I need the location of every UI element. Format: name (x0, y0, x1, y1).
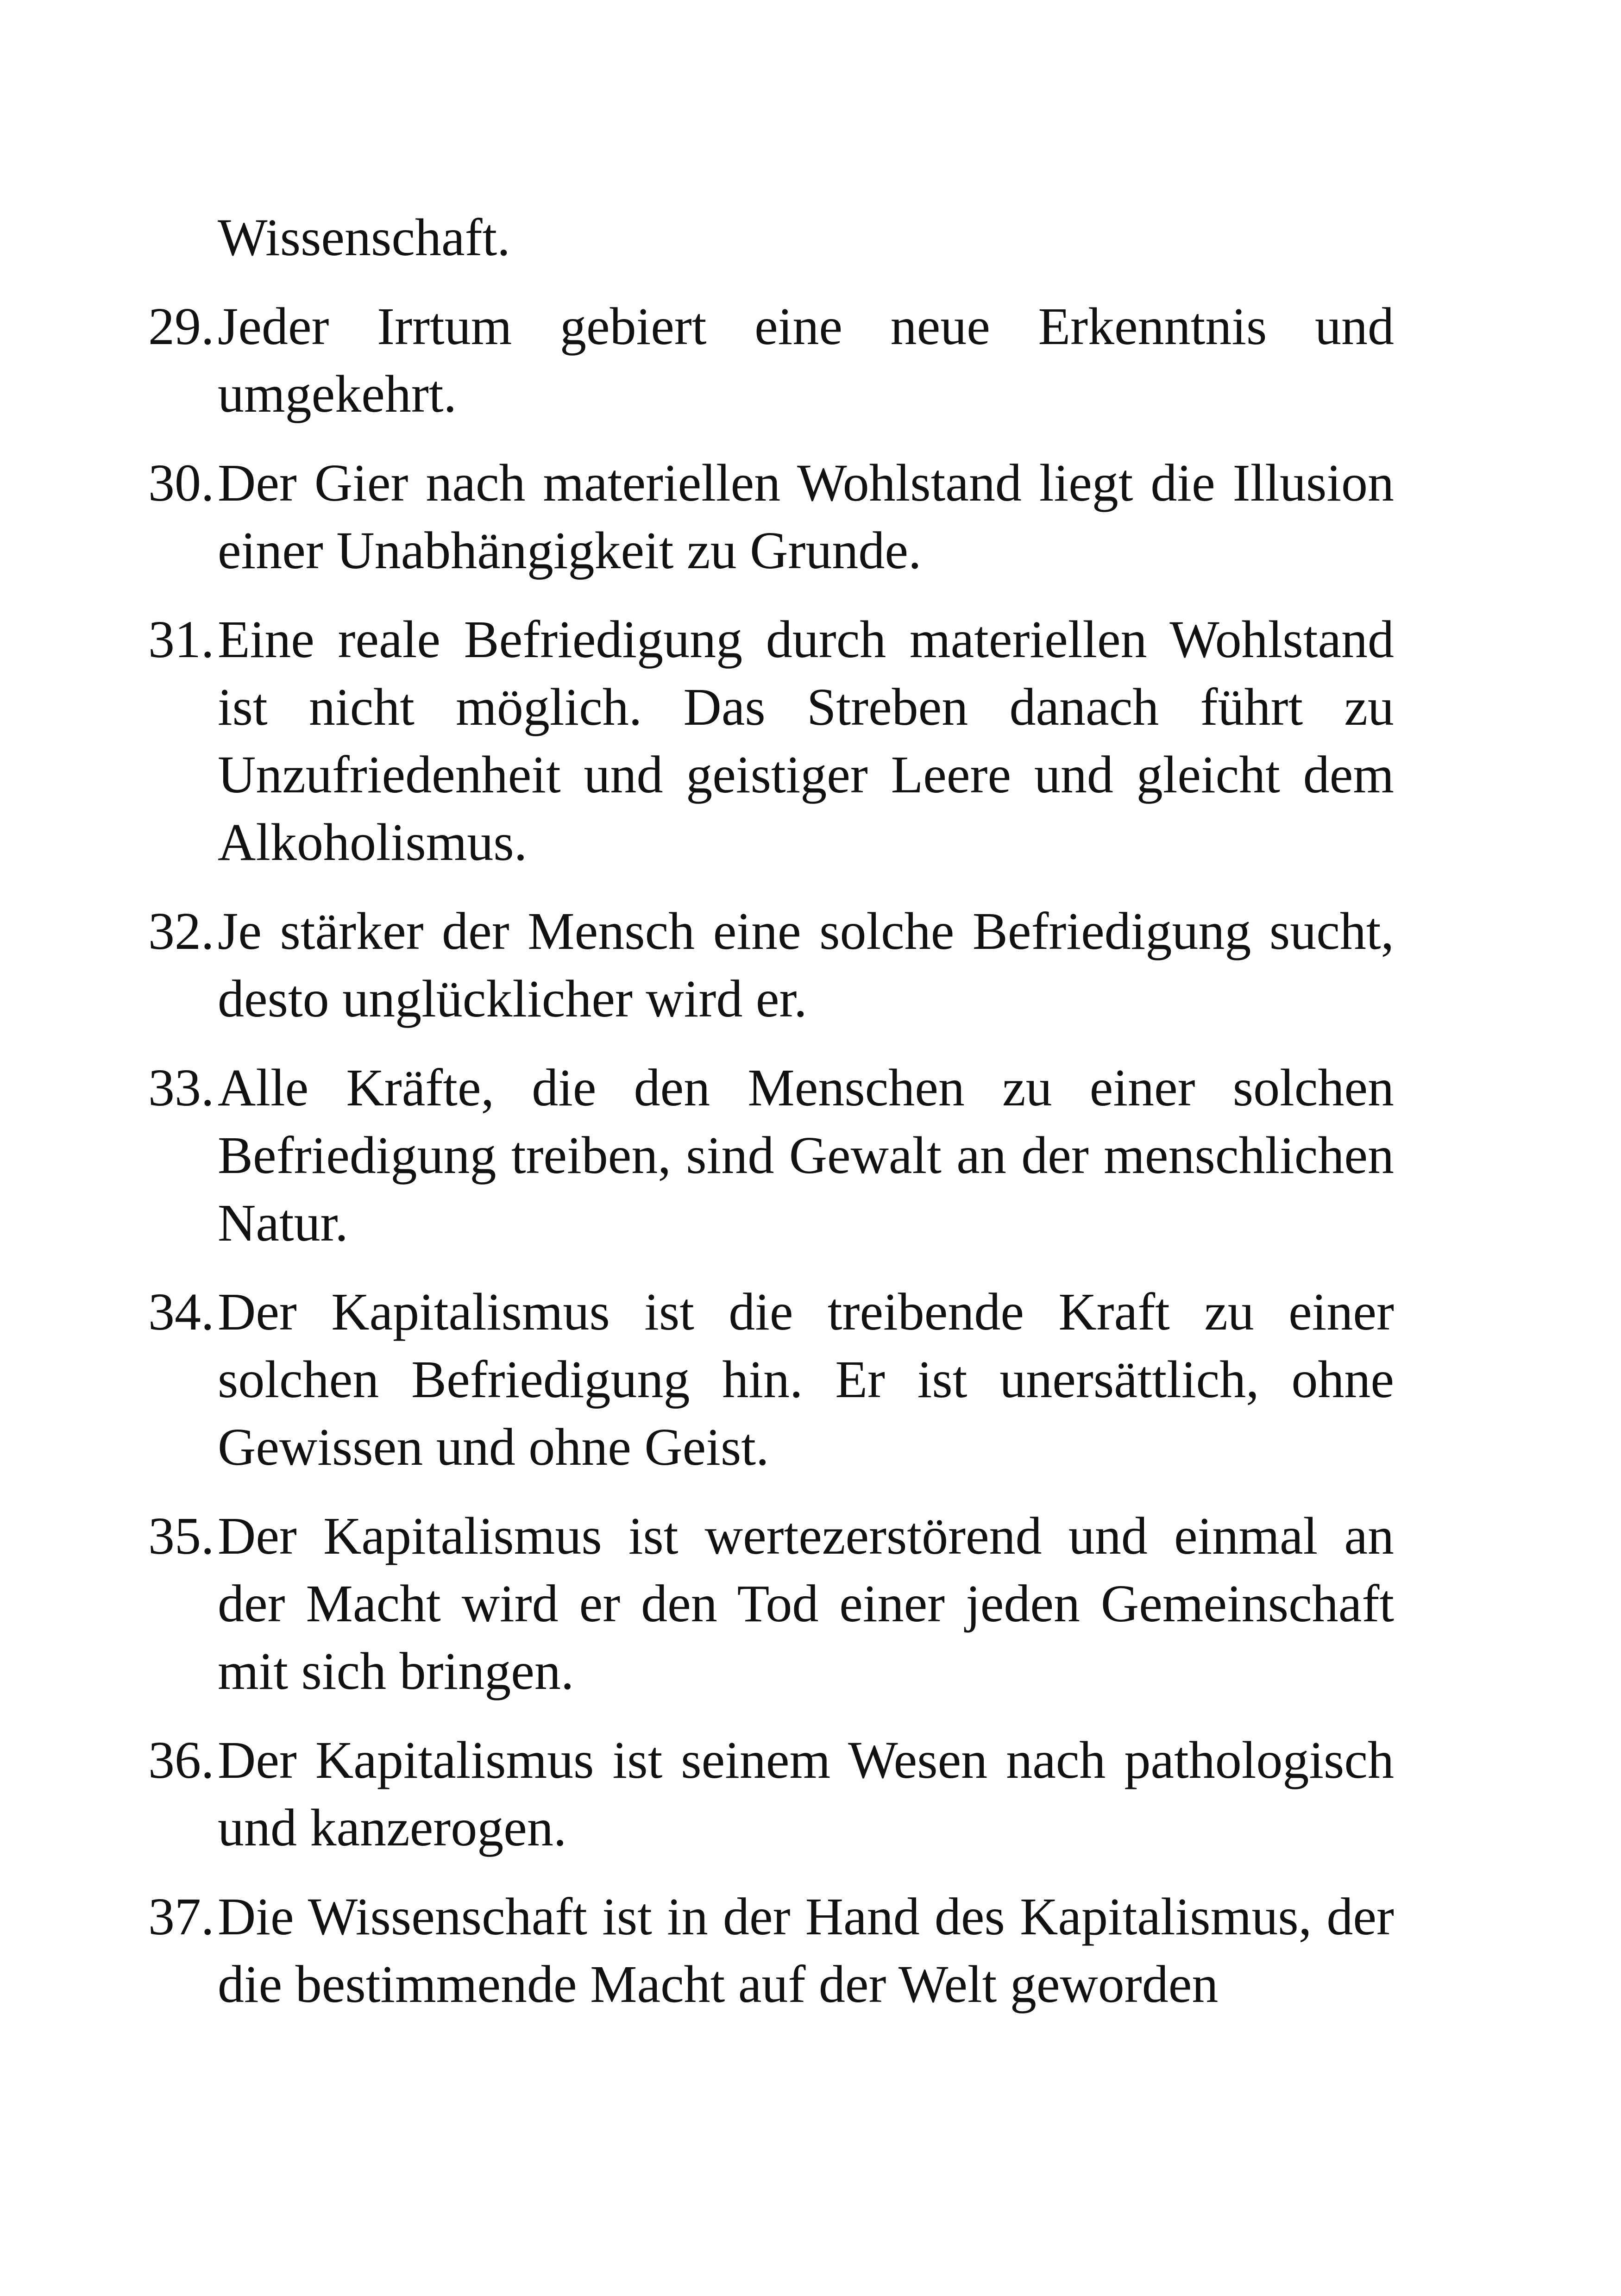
thesis-number: 37. (148, 1887, 214, 1946)
thesis-text: Die Wissenschaft ist in der Hand des Kapitalismus, der die bestimmende Macht auf der Welt geworden (218, 1887, 1394, 2014)
thesis-text: Eine reale Befriedigung durch materiellen Wohlstand ist nicht möglich. Das Streben danach führt zu Unzufriedenheit und geistiger Leere und gleicht dem Alkoholismus. (218, 610, 1394, 872)
thesis-text: Der Gier nach materiellen Wohlstand liegt die Illusion einer Unabhängigkeit zu Grunde. (218, 453, 1394, 580)
thesis-text: Der Kapitalismus ist seinem Wesen nach pathologisch und kanzerogen. (218, 1731, 1394, 1857)
thesis-item-29 (148, 293, 1394, 428)
thesis-number: 33. (148, 1058, 214, 1117)
thesis-text: Alle Kräfte, die den Menschen zu einer solchen Befriedigung treiben, sind Gewalt an der menschlichen Natur. (218, 1058, 1394, 1252)
thesis-text: Jeder Irrtum gebiert eine neue Erkenntnis und umgekehrt. (218, 297, 1394, 423)
thesis-number: 29. (148, 297, 214, 356)
thesis-item-31 (148, 606, 1394, 876)
thesis-item-30 (148, 449, 1394, 584)
thesis-number: 31. (148, 610, 214, 669)
thesis-number: 36. (148, 1731, 214, 1789)
thesis-number: 32. (148, 902, 214, 960)
thesis-list (148, 293, 1394, 2018)
thesis-text: Der Kapitalismus ist die treibende Kraft zu einer solchen Befriedigung hin. Er ist unersättlich, ohne Gewissen und ohne Geist. (218, 1282, 1394, 1476)
thesis-text: Der Kapitalismus ist wertezerstörend und einmal an der Macht wird er den Tod einer jeden Gemeinschaft mit sich bringen. (218, 1506, 1394, 1700)
page-body (148, 204, 1394, 2018)
thesis-item-35 (148, 1502, 1394, 1705)
thesis-item-37 (148, 1883, 1394, 2018)
thesis-text: Je stärker der Mensch eine solche Befriedigung sucht, desto unglücklicher wird er. (218, 902, 1394, 1028)
thesis-number: 34. (148, 1282, 214, 1341)
thesis-number: 30. (148, 453, 214, 512)
thesis-item-36 (148, 1726, 1394, 1862)
thesis-item-33 (148, 1054, 1394, 1257)
thesis-number: 35. (148, 1506, 214, 1565)
thesis-item-32 (148, 897, 1394, 1033)
thesis-item-34 (148, 1278, 1394, 1481)
continuation-line: Wissenschaft. (218, 208, 510, 267)
